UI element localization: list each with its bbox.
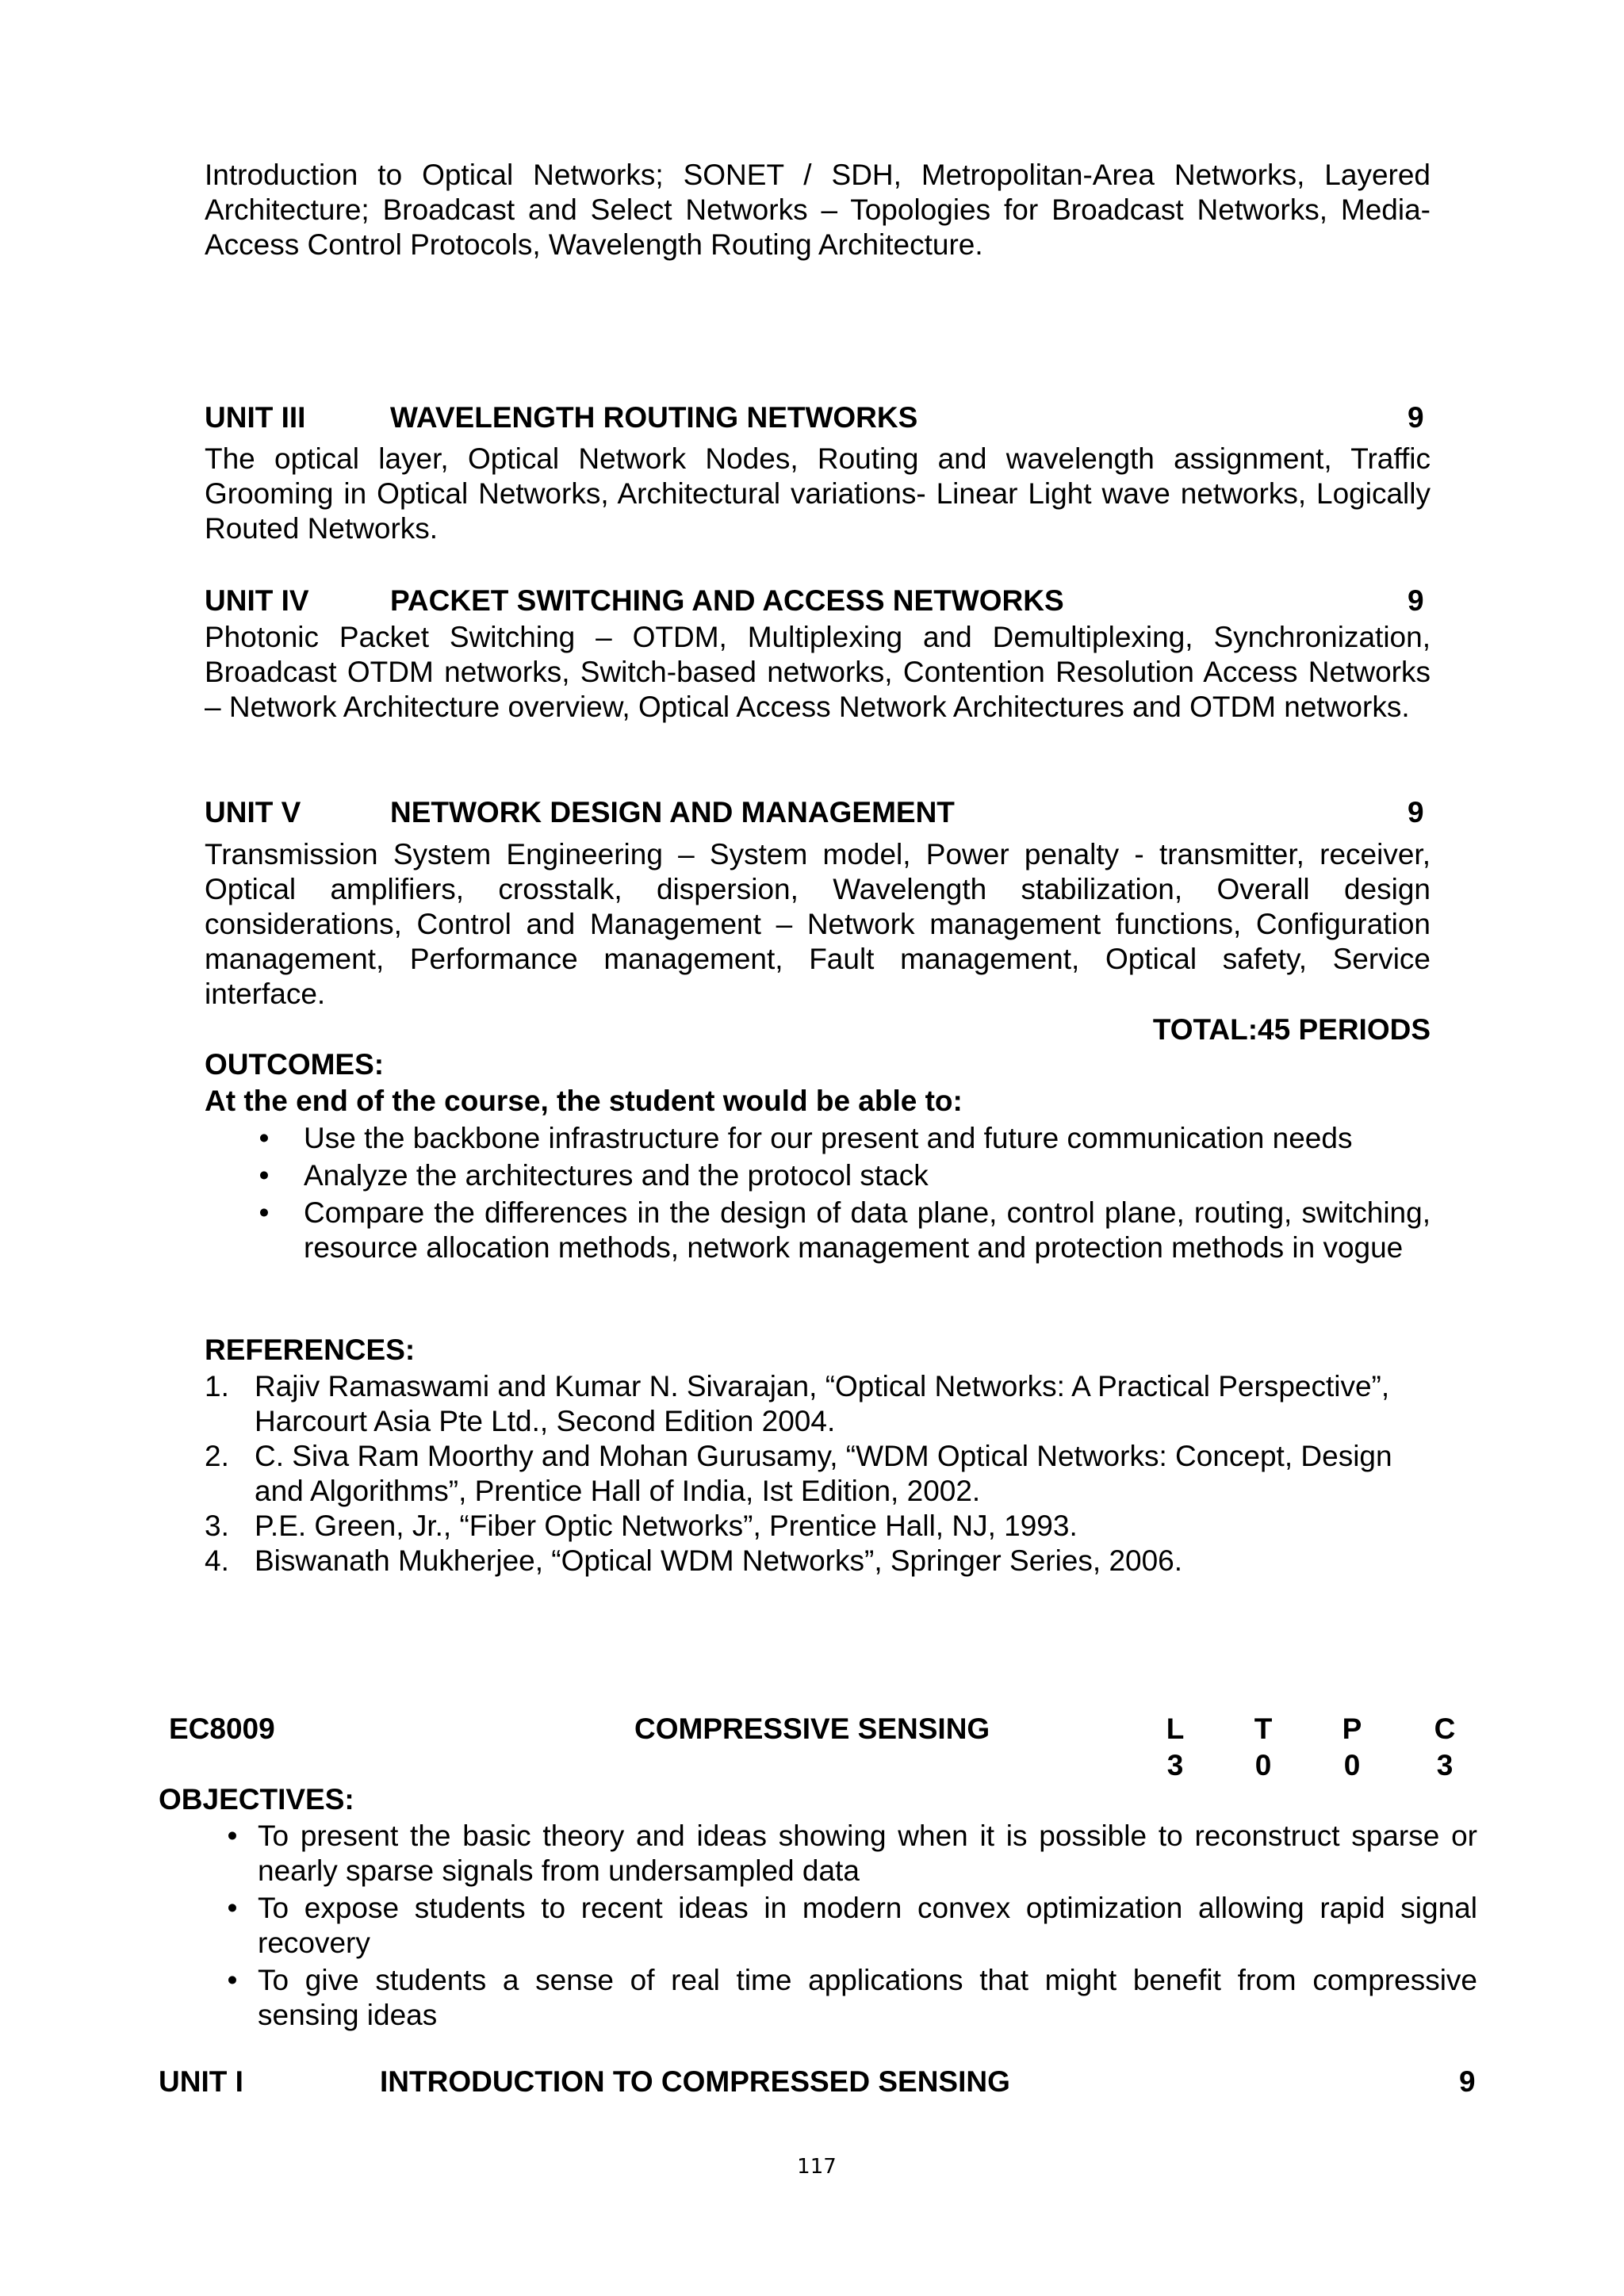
bullet-icon: • — [259, 1159, 270, 1192]
ltpc-value-t: 0 — [1254, 1749, 1272, 1781]
outcomes-intro: At the end of the course, the student would be able to: — [205, 1085, 963, 1117]
ltpc-value-l: 3 — [1166, 1749, 1184, 1781]
outcomes-heading: OUTCOMES: — [205, 1048, 385, 1081]
unit-label: UNIT V — [205, 796, 301, 828]
unit-hours: 9 — [1408, 401, 1424, 434]
list-item: • Compare the differences in the design of data plane, control plane, routing, switching, resource allocation methods, network management and protection methods in vogue — [304, 1196, 1431, 1265]
list-item: • Analyze the architectures and the protocol stack — [304, 1158, 1431, 1193]
bullet-icon: • — [259, 1122, 270, 1154]
unit-label: UNIT IV — [205, 584, 309, 617]
ltpc-value-p: 0 — [1343, 1749, 1361, 1781]
list-item: • To present the basic theory and ideas showing when it is possible to reconstruct sparse or nearly sparse signals from undersampled data — [258, 1819, 1477, 1888]
course-code: EC8009 — [169, 1712, 275, 1745]
ltpc-header-t: T — [1254, 1712, 1273, 1745]
bullet-icon: • — [227, 1964, 238, 1996]
unit-label: UNIT I — [159, 2065, 243, 2098]
bullet-icon: • — [227, 1892, 238, 1924]
list-item: 3. P.E. Green, Jr., “Fiber Optic Networks”, Prentice Hall, NJ, 1993. — [205, 1510, 1078, 1542]
list-item: • Use the backbone infrastructure for our present and future communication needs — [304, 1121, 1431, 1156]
ltpc-header-c: C — [1434, 1712, 1456, 1745]
references-heading: REFERENCES: — [205, 1334, 416, 1366]
list-item: • To expose students to recent ideas in modern convex optimization allowing rapid signal recovery — [258, 1891, 1477, 1961]
references-list — [205, 1369, 1431, 1578]
list-item: 4. Biswanath Mukherjee, “Optical WDM Networks”, Springer Series, 2006. — [205, 1544, 1183, 1577]
unit-title: WAVELENGTH ROUTING NETWORKS — [390, 401, 918, 434]
list-item: • To give students a sense of real time applications that might benefit from compressive sensing ideas — [258, 1963, 1477, 2033]
intro-paragraph: Introduction to Optical Networks; SONET / SDH, Metropolitan-Area Networks, Layered Architecture; Broadcast and Select Networks – Topologies for Broadcast Networks, Media-Access Control Protocols, Wavelength Routing Architecture. — [205, 159, 1431, 261]
unit-title: PACKET SWITCHING AND ACCESS NETWORKS — [390, 584, 1064, 617]
ltpc-header-l: L — [1166, 1712, 1185, 1745]
ltpc-value-c: 3 — [1436, 1749, 1454, 1781]
unit-body: Photonic Packet Switching – OTDM, Multiplexing and Demultiplexing, Synchronization, Broadcast OTDM networks, Switch-based networks, Contention Resolution Access Networks – Network Architecture overview, Optical Access Network Architectures and OTDM networks. — [205, 621, 1431, 723]
objectives-heading: OBJECTIVES: — [159, 1783, 354, 1816]
outcomes-list — [259, 1121, 1431, 1265]
unit-label: UNIT III — [205, 401, 306, 434]
total-periods: TOTAL:45 PERIODS — [1152, 1013, 1431, 1046]
course-title: COMPRESSIVE SENSING — [634, 1712, 990, 1745]
page-number: 117 — [797, 2155, 837, 2179]
unit-body: Transmission System Engineering – System model, Power penalty - transmitter, receiver, Optical amplifiers, crosstalk, dispersion, Wavelength stabilization, Overall design considerations, Control and Management – Network management functions, Configuration management, Performance management, Fault management, Optical safety, Service interface. — [205, 838, 1431, 1010]
ltpc-header-p: P — [1342, 1712, 1362, 1745]
unit-title: NETWORK DESIGN AND MANAGEMENT — [390, 796, 955, 828]
bullet-icon: • — [259, 1196, 270, 1229]
unit-hours: 9 — [1408, 584, 1424, 617]
unit-body: The optical layer, Optical Network Nodes, Routing and wavelength assignment, Traffic Grooming in Optical Networks, Architectural variations- Linear Light wave networks, Logically Routed Networks. — [205, 442, 1431, 545]
objectives-list — [227, 1819, 1477, 2033]
list-item: 2. C. Siva Ram Moorthy and Mohan Gurusamy, “WDM Optical Networks: Concept, Design and Algorithms”, Prentice Hall of India, Ist Edition, 2002. — [205, 1440, 1392, 1507]
unit-title: INTRODUCTION TO COMPRESSED SENSING — [380, 2065, 1010, 2098]
bullet-icon: • — [227, 1820, 238, 1852]
list-item: 1. Rajiv Ramaswami and Kumar N. Sivarajan, “Optical Networks: A Practical Perspective”, Harcourt Asia Pte Ltd., Second Edition 2004. — [205, 1370, 1390, 1437]
unit-hours: 9 — [1408, 796, 1424, 828]
unit-hours: 9 — [1459, 2065, 1476, 2098]
